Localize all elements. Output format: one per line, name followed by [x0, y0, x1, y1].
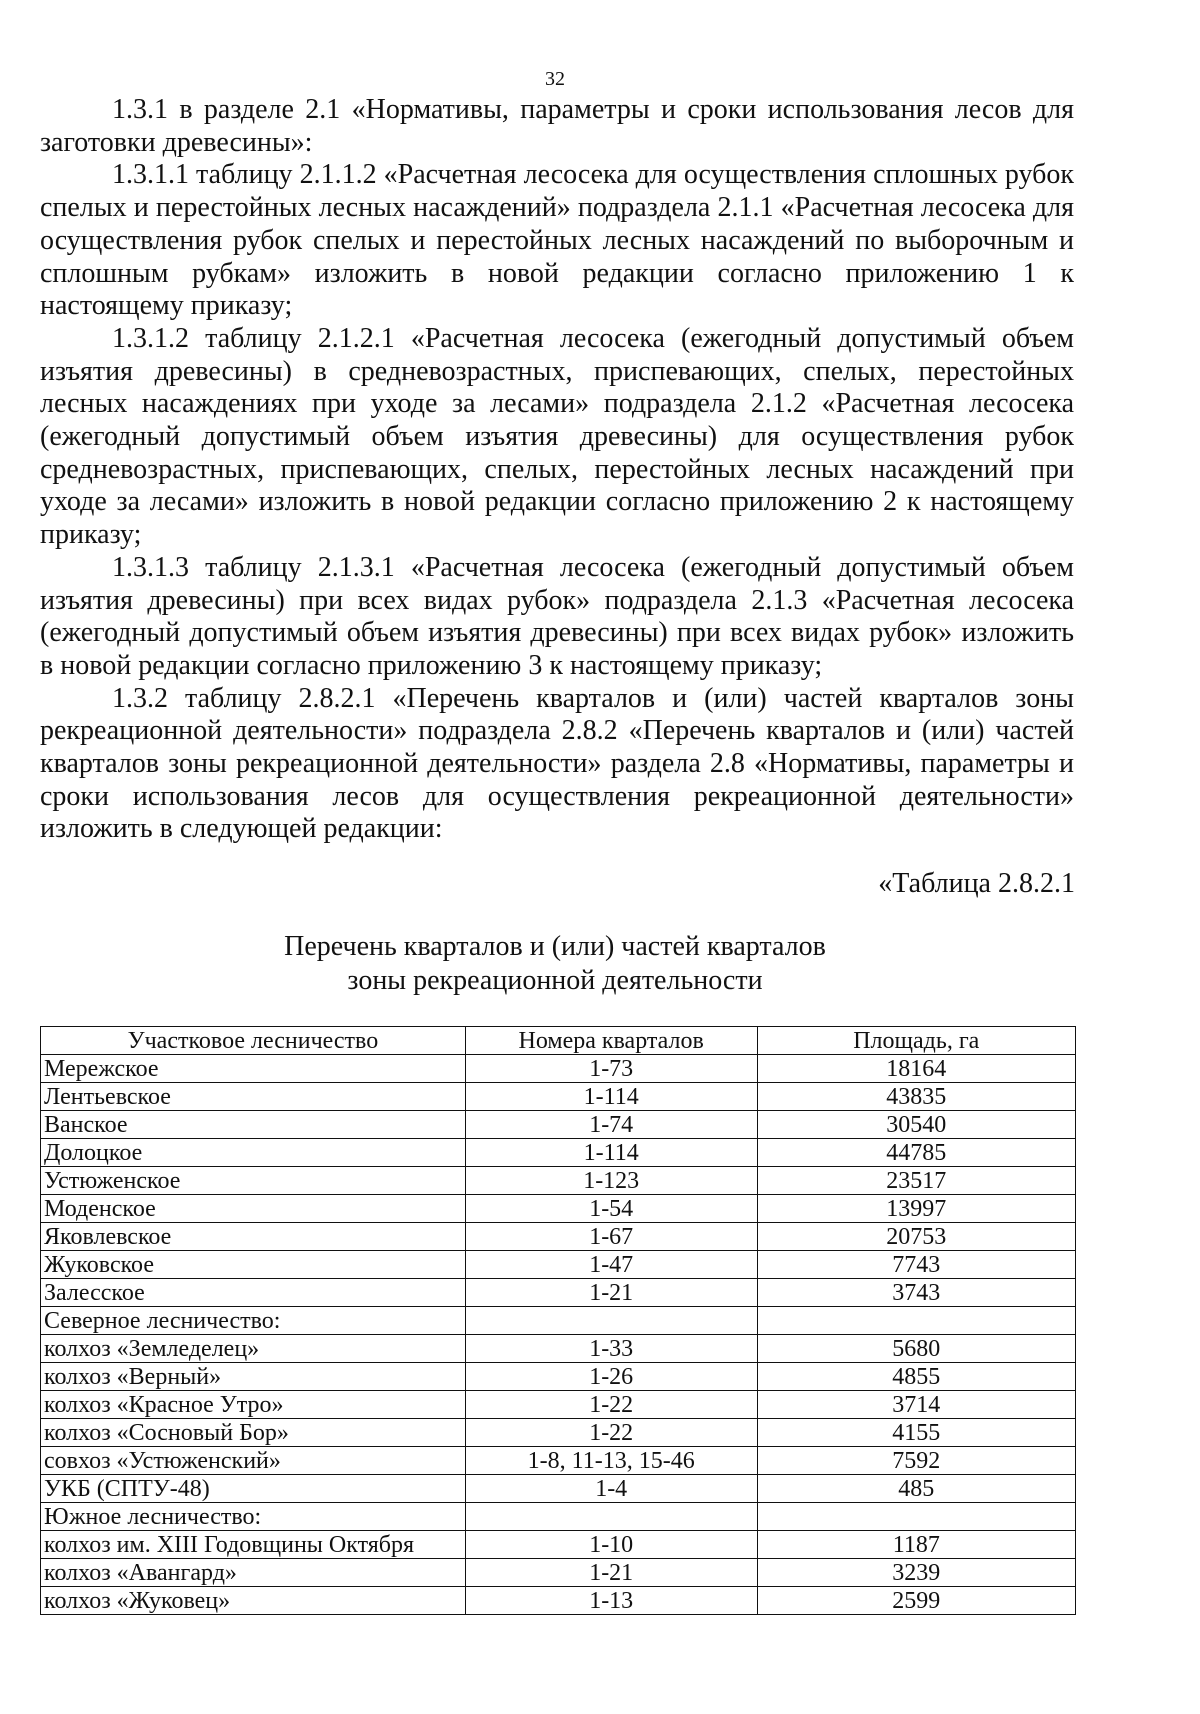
area-cell: 30540 [757, 1111, 1075, 1139]
paragraph: 1.3.1.2 таблицу 2.1.2.1 «Расчетная лесосека (ежегодный допустимый объем изъятия древесины) в средневозрастных, приспевающих, спелых, перестойных лесных насаждениях при уходе за лесами» подраздела 2.1.2 «Расчетная лесосека (ежегодный допустимый объем изъятия древесины) для осуществления рубок средневозрастных, приспевающих, спелых, перестойных лесных насаждений при уходе за лесами» изложить в новой редакции согласно приложению 2 к настоящему приказу; [40, 322, 1074, 551]
forestry-cell: колхоз «Сосновый Бор» [41, 1419, 466, 1447]
area-cell: 3714 [757, 1391, 1075, 1419]
table-title-line: зоны рекреационной деятельности [347, 965, 763, 996]
quarter-numbers-cell [465, 1307, 757, 1335]
table-row [41, 1587, 1076, 1615]
forestry-cell: колхоз им. XIII Годовщины Октября [41, 1531, 466, 1559]
forestry-cell: колхоз «Верный» [41, 1363, 466, 1391]
forestry-cell: Яковлевское [41, 1223, 466, 1251]
forestry-cell: Ванское [41, 1111, 466, 1139]
area-cell: 3239 [757, 1559, 1075, 1587]
quarter-numbers-cell: 1-4 [465, 1475, 757, 1503]
table-row [41, 1223, 1076, 1251]
area-cell [757, 1503, 1075, 1531]
area-cell: 2599 [757, 1587, 1075, 1615]
table-row [41, 1475, 1076, 1503]
quarter-numbers-cell: 1-21 [465, 1559, 757, 1587]
table-title-line: Перечень кварталов и (или) частей кварталов [284, 931, 826, 962]
forestry-cell: Южное лесничество: [41, 1503, 466, 1531]
area-cell: 7592 [757, 1447, 1075, 1475]
table-row [41, 1251, 1076, 1279]
table-row [41, 1363, 1076, 1391]
area-cell: 485 [757, 1475, 1075, 1503]
table-row [41, 1503, 1076, 1531]
quarter-numbers-cell: 1-67 [465, 1223, 757, 1251]
area-cell: 44785 [757, 1139, 1075, 1167]
forestry-cell: Мережское [41, 1055, 466, 1083]
area-cell: 43835 [757, 1083, 1075, 1111]
forestry-cell: Устюженское [41, 1167, 466, 1195]
table-row [41, 1083, 1076, 1111]
quarter-numbers-cell: 1-26 [465, 1363, 757, 1391]
paragraph: 1.3.2 таблицу 2.8.2.1 «Перечень кварталов и (или) частей кварталов зоны рекреационной деятельности» подраздела 2.8.2 «Перечень кварталов и (или) частей кварталов зоны рекреационной деятельности» раздела 2.8 «Нормативы, параметры и сроки использования лесов для осуществления рекреационной деятельности» изложить в следующей редакции: [40, 682, 1074, 845]
quarter-numbers-cell: 1-47 [465, 1251, 757, 1279]
paragraph: 1.3.1.1 таблицу 2.1.1.2 «Расчетная лесосека для осуществления сплошных рубок спелых и перестойных лесных насаждений» подраздела 2.1.1 «Расчетная лесосека для осуществления рубок спелых и перестойных лесных насаждений по выборочным и сплошным рубкам» изложить в новой редакции согласно приложению 1 к настоящему приказу; [40, 159, 1074, 322]
quarter-numbers-cell: 1-114 [465, 1083, 757, 1111]
table-row [41, 1195, 1076, 1223]
header-area: Площадь, га [757, 1027, 1075, 1055]
page-number: 32 [545, 68, 565, 90]
forestry-cell: Долоцкое [41, 1139, 466, 1167]
area-cell [757, 1307, 1075, 1335]
table-header-row [41, 1027, 1076, 1055]
table-row [41, 1447, 1076, 1475]
forestry-cell: совхоз «Устюженский» [41, 1447, 466, 1475]
table-row [41, 1139, 1076, 1167]
table-body [41, 1055, 1076, 1615]
area-cell: 4855 [757, 1363, 1075, 1391]
forestry-cell: Моденское [41, 1195, 466, 1223]
area-cell: 13997 [757, 1195, 1075, 1223]
quarter-numbers-cell: 1-54 [465, 1195, 757, 1223]
quarter-numbers-cell: 1-123 [465, 1167, 757, 1195]
header-forestry: Участковое лесничество [41, 1027, 466, 1055]
table-row [41, 1167, 1076, 1195]
forestry-cell: Северное лесничество: [41, 1307, 466, 1335]
area-cell: 5680 [757, 1335, 1075, 1363]
quarter-numbers-cell: 1-10 [465, 1531, 757, 1559]
table-row [41, 1111, 1076, 1139]
quarter-numbers-cell: 1-22 [465, 1419, 757, 1447]
area-cell: 18164 [757, 1055, 1075, 1083]
table-title [0, 930, 1110, 998]
table-row [41, 1559, 1076, 1587]
area-cell: 23517 [757, 1167, 1075, 1195]
table-row [41, 1419, 1076, 1447]
forestry-cell: колхоз «Земледелец» [41, 1335, 466, 1363]
recreation-zones-table [40, 1026, 1076, 1615]
area-cell: 4155 [757, 1419, 1075, 1447]
quarter-numbers-cell: 1-22 [465, 1391, 757, 1419]
quarter-numbers-cell [465, 1503, 757, 1531]
area-cell: 7743 [757, 1251, 1075, 1279]
forestry-cell: колхоз «Красное Утро» [41, 1391, 466, 1419]
table-row [41, 1335, 1076, 1363]
area-cell: 1187 [757, 1531, 1075, 1559]
forestry-cell: колхоз «Жуковец» [41, 1587, 466, 1615]
quarter-numbers-cell: 1-8, 11-13, 15-46 [465, 1447, 757, 1475]
area-cell: 20753 [757, 1223, 1075, 1251]
forestry-cell: Залесское [41, 1279, 466, 1307]
forestry-cell: Жуковское [41, 1251, 466, 1279]
quarter-numbers-cell: 1-13 [465, 1587, 757, 1615]
table-row [41, 1055, 1076, 1083]
quarter-numbers-cell: 1-74 [465, 1111, 757, 1139]
paragraph: 1.3.1 в разделе 2.1 «Нормативы, параметры и сроки использования лесов для заготовки древесины»: [40, 94, 1074, 158]
table-row [41, 1307, 1076, 1335]
forestry-cell: колхоз «Авангард» [41, 1559, 466, 1587]
body-text [40, 94, 1074, 846]
paragraph: 1.3.1.3 таблицу 2.1.3.1 «Расчетная лесосека (ежегодный допустимый объем изъятия древесины) при всех видах рубок» подраздела 2.1.3 «Расчетная лесосека (ежегодный допустимый объем изъятия древесины) при всех видах рубок» изложить в новой редакции согласно приложению 3 к настоящему приказу; [40, 551, 1074, 681]
quarter-numbers-cell: 1-114 [465, 1139, 757, 1167]
area-cell: 3743 [757, 1279, 1075, 1307]
forestry-cell: Лентьевское [41, 1083, 466, 1111]
forestry-cell: УКБ (СПТУ-48) [41, 1475, 466, 1503]
table-row [41, 1531, 1076, 1559]
quarter-numbers-cell: 1-21 [465, 1279, 757, 1307]
quarter-numbers-cell: 1-33 [465, 1335, 757, 1363]
quarter-numbers-cell: 1-73 [465, 1055, 757, 1083]
table-label: «Таблица 2.8.2.1 [878, 868, 1075, 899]
table-row [41, 1391, 1076, 1419]
table-row [41, 1279, 1076, 1307]
header-quarter-numbers: Номера кварталов [465, 1027, 757, 1055]
